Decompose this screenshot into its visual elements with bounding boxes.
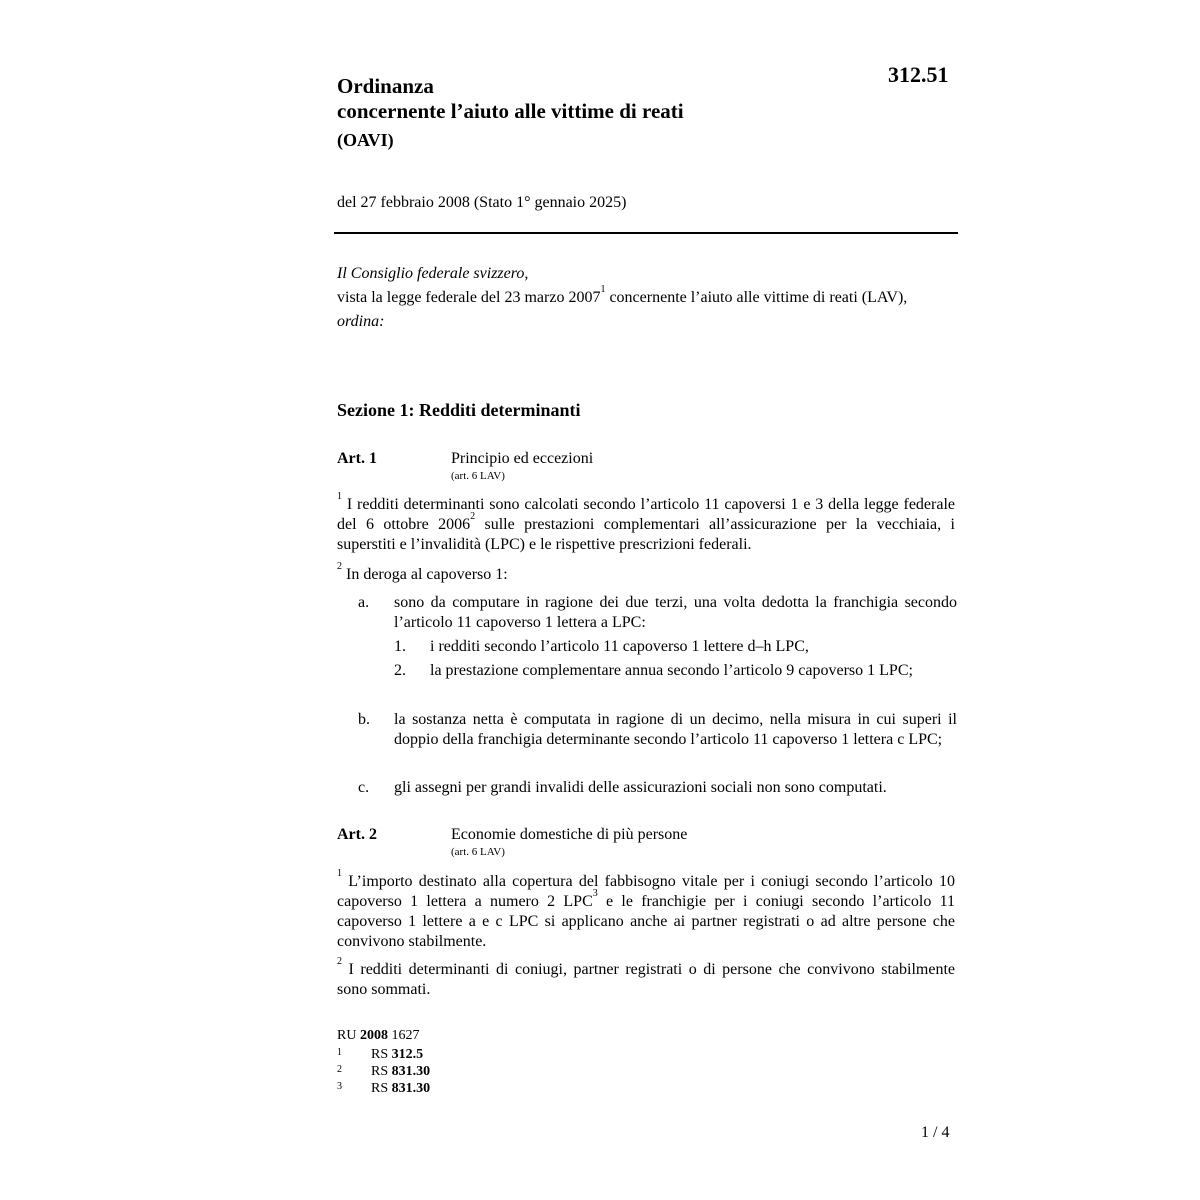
article-label: Art. 1	[337, 450, 377, 467]
document-title	[337, 74, 857, 151]
list-marker: b.	[358, 711, 370, 728]
footnote-text	[371, 1047, 423, 1063]
paragraph-text: I redditi determinanti di coniugi, partner registrati o di persone che convivono stabilmente sono sommati.	[337, 961, 955, 998]
paragraph-text: L’importo destinato alla copertura del fabbisogno vitale per i coniugi secondo l’articolo 10 capoverso 1 lettera a numero 2 LPC	[337, 873, 955, 910]
ru-year: 2008	[359, 1028, 388, 1043]
article-reference: (art. 6 LAV)	[451, 470, 505, 482]
footnote-prefix: RS	[371, 1047, 392, 1062]
footnote-text	[371, 1064, 430, 1080]
preamble-basis-text-end: concernente l’aiuto alle vittime di reati (LAV),	[605, 289, 908, 306]
paragraph-text-end: e le franchigie per i coniugi secondo l’articolo 11 capoverso 1 lettere a e c LPC si applicano anche ai partner registrati o ad altre persone che convivono stabilmente.	[337, 893, 955, 950]
article-title: Economie domestiche di più persone	[451, 826, 688, 843]
list-text: la sostanza netta è computata in ragione di un decimo, nella misura in cui superi il doppio della franchigia determinante secondo l’articolo 11 capoverso 1 lettera c LPC;	[394, 711, 957, 748]
date-line: del 27 febbraio 2008 (Stato 1° gennaio 2025)	[337, 194, 627, 211]
footnotes	[337, 1028, 737, 1098]
list-text: sono da computare in ragione dei due terzi, una volta dedotta la franchigia secondo l’articolo 11 capoverso 1 lettera a LPC:	[394, 594, 957, 631]
paragraph-number: 1	[337, 491, 342, 502]
preamble-authority: Il Consiglio federale svizzero,	[337, 265, 529, 282]
list-text: la prestazione complementare annua secondo l’articolo 9 capoverso 1 LPC;	[430, 662, 913, 679]
title-line-2: concernente l’aiuto alle vittime di reati	[337, 99, 684, 123]
footnote-ref[interactable]: 2	[470, 511, 476, 522]
list-marker: 2.	[394, 662, 406, 679]
footnote-number: 1	[337, 1047, 342, 1058]
paragraph-text-end: sulle prestazioni complementari all’assicurazione per la vecchiaia, i superstiti e l’invalidità (LPC) e le rispettive prescrizioni federali.	[337, 516, 955, 553]
list-marker: a.	[358, 594, 370, 611]
footnote-ref-value: 831.30	[391, 1081, 431, 1096]
preamble-ordina: ordina:	[337, 313, 385, 330]
ru-page: 1627	[387, 1028, 420, 1043]
title-line-1: Ordinanza	[337, 74, 434, 98]
ru-reference	[337, 1028, 737, 1047]
header-rule	[334, 232, 958, 234]
article-label: Art. 2	[337, 826, 377, 843]
preamble	[337, 264, 955, 336]
footnote-number: 2	[337, 1064, 342, 1075]
page-number: 1 / 4	[921, 1124, 950, 1141]
preamble-basis-text: vista la legge federale del 23 marzo 2007	[337, 289, 601, 306]
footnote-prefix: RS	[371, 1064, 392, 1079]
list-marker: 1.	[394, 638, 406, 655]
footnote-text	[371, 1081, 430, 1097]
document-page	[337, 0, 957, 1200]
list-text: i redditi secondo l’articolo 11 capoverso 1 lettere d–h LPC,	[430, 638, 809, 655]
ru-prefix: RU	[337, 1028, 360, 1043]
footnote-prefix: RS	[371, 1081, 392, 1096]
paragraph-text: I redditi determinanti sono calcolati secondo l’articolo 11 capoversi 1 e 3 della legge federale del 6 ottobre 2006	[337, 496, 955, 533]
footnote-item	[337, 1081, 737, 1098]
list-text: gli assegni per grandi invalidi delle assicurazioni sociali non sono computati.	[394, 779, 887, 796]
footnote-number: 3	[337, 1081, 342, 1092]
footnote-ref-value: 831.30	[391, 1064, 431, 1079]
article-title: Principio ed eccezioni	[451, 450, 594, 467]
paragraph-number: 2	[337, 561, 342, 572]
list-marker: c.	[358, 779, 370, 796]
footnote-ref-value: 312.5	[391, 1047, 424, 1062]
paragraph-text: In deroga al capoverso 1:	[342, 566, 508, 583]
article-1-paragraph-1	[337, 491, 955, 555]
footnote-ref[interactable]: 3	[592, 888, 598, 899]
footnote-ref[interactable]: 1	[600, 284, 606, 295]
section-heading: Sezione 1: Redditi determinanti	[337, 400, 581, 420]
article-reference: (art. 6 LAV)	[451, 846, 505, 858]
footnote-item	[337, 1064, 737, 1081]
paragraph-number: 1	[337, 868, 342, 879]
title-abbreviation: (OAVI)	[337, 130, 394, 150]
article-2-paragraph-1	[337, 868, 955, 952]
document-number: 312.51	[888, 62, 949, 87]
footnote-item	[337, 1047, 737, 1064]
preamble-basis	[337, 284, 955, 308]
article-1-paragraph-2	[337, 561, 955, 585]
paragraph-number: 2	[337, 956, 342, 967]
article-2-paragraph-2	[337, 956, 955, 1000]
